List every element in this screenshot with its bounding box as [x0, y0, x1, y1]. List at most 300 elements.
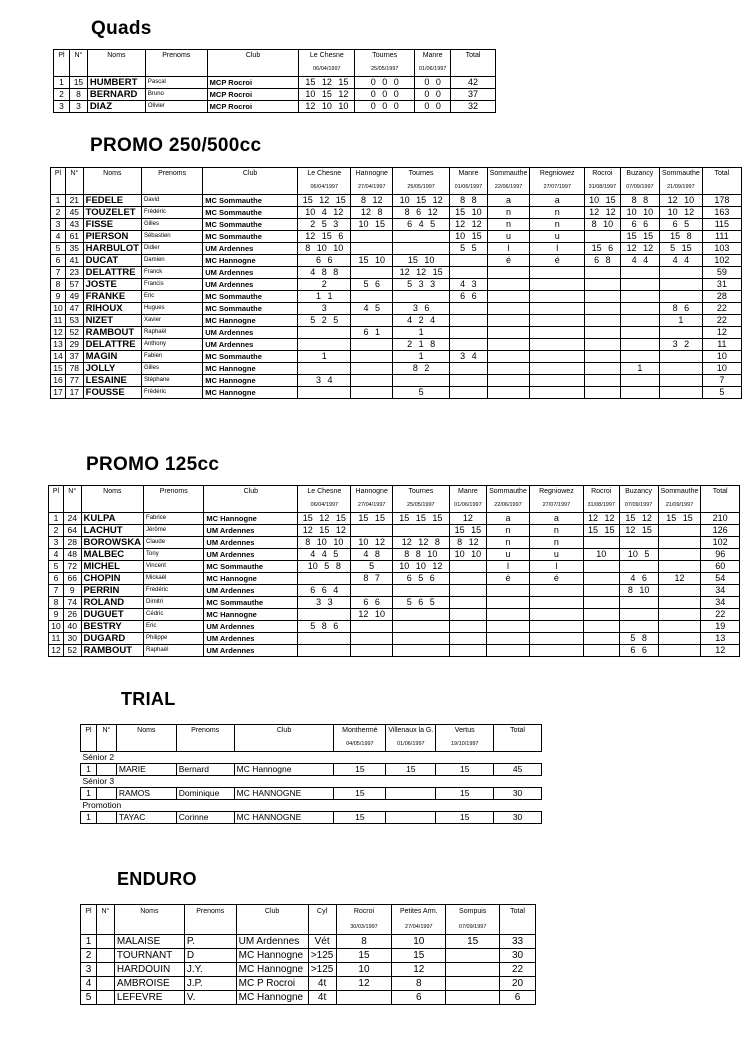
event-score: n	[487, 207, 530, 219]
rank: 6	[49, 573, 64, 585]
col-pl: Pl	[81, 725, 97, 752]
event-score: 6 6	[298, 255, 351, 267]
event-score	[351, 645, 392, 657]
rank: 2	[51, 207, 66, 219]
rider-name: FOUSSE	[83, 387, 141, 399]
table-row	[49, 645, 740, 657]
event-score	[658, 645, 701, 657]
event-score	[298, 387, 351, 399]
event-score: 15 15	[658, 513, 701, 525]
rank: 7	[51, 267, 66, 279]
event-score	[619, 597, 658, 609]
event-score: 12 12	[583, 513, 619, 525]
rider-name: DIAZ	[87, 101, 145, 113]
rider-total: 34	[701, 597, 740, 609]
event-score: 10 12	[660, 207, 703, 219]
event-score	[487, 609, 530, 621]
event-score	[450, 387, 488, 399]
event-score	[487, 351, 530, 363]
event-score	[298, 645, 351, 657]
event-score	[298, 339, 351, 351]
event-score	[450, 315, 488, 327]
event-score: 3 4	[450, 351, 488, 363]
table-row	[81, 812, 542, 824]
rider-firstname: Dimitri	[144, 597, 204, 609]
event-score: 12 12	[620, 243, 659, 255]
event-score	[584, 339, 620, 351]
rider-number: 21	[65, 195, 83, 207]
rider-name: BOROWSKA	[81, 537, 144, 549]
rank: 1	[81, 788, 97, 800]
promo250-title: PROMO 250/500cc	[90, 135, 262, 156]
rider-number	[96, 977, 114, 991]
col-event-label: Sommauthe	[489, 488, 527, 495]
event-score: 12 8	[351, 207, 393, 219]
col-event-label: Sommauthe	[662, 170, 700, 177]
rider-firstname: Bernard	[176, 764, 234, 776]
col-event-date: 07/09/1997	[626, 184, 654, 190]
event-score	[392, 621, 449, 633]
col-event-date: 06/04/1997	[310, 184, 339, 190]
event-score: 10 10	[449, 549, 486, 561]
rider-cyl: >125	[308, 949, 336, 963]
table-row	[49, 549, 740, 561]
rider-firstname: P.	[184, 935, 236, 949]
event-score: 10	[336, 963, 392, 977]
rank: 12	[49, 645, 64, 657]
rider-club: MC Hannogne	[203, 363, 298, 375]
rider-total: 30	[494, 788, 542, 800]
event-score	[530, 303, 585, 315]
col-event-label: Hannogne	[355, 170, 388, 177]
event-score: u	[530, 231, 585, 243]
event-score: u	[487, 549, 530, 561]
rider-number: 48	[63, 549, 81, 561]
col-number: N°	[69, 50, 87, 77]
table-row	[49, 525, 740, 537]
event-score	[620, 351, 659, 363]
rider-total: 22	[702, 315, 741, 327]
event-score	[584, 363, 620, 375]
col-noms: Noms	[83, 168, 141, 195]
rider-club: MC Sommauthe	[203, 231, 298, 243]
rider-name: RAMBOUT	[83, 327, 141, 339]
rider-club: MC Hannogne	[203, 375, 298, 387]
event-score: 3 2	[660, 339, 703, 351]
rank: 5	[51, 243, 66, 255]
col-event	[436, 725, 494, 752]
event-score: 0 0	[415, 101, 451, 113]
rider-total: 54	[701, 573, 740, 585]
col-event-date: 31/08/1997	[587, 502, 615, 508]
rider-firstname: Raphaël	[144, 645, 204, 657]
col-prenoms: Prenoms	[141, 168, 202, 195]
event-score: 4 8	[351, 549, 392, 561]
event-score: 15 15	[351, 513, 392, 525]
rider-number: 52	[63, 645, 81, 657]
rider-firstname: Frédéric	[144, 585, 204, 597]
col-event-date: 27/04/1997	[357, 502, 386, 508]
rider-club: MC Sommauthe	[203, 195, 298, 207]
col-club: Club	[234, 725, 334, 752]
rank: 12	[51, 327, 66, 339]
event-score: 10 15	[584, 195, 620, 207]
event-score	[584, 351, 620, 363]
col-event-label: Hannogne	[355, 488, 388, 495]
event-score	[660, 351, 703, 363]
rank: 3	[51, 219, 66, 231]
table-row	[51, 207, 742, 219]
rider-name: LEFEVRE	[114, 991, 184, 1005]
rider-club: UM Ardennes	[236, 935, 308, 949]
col-event	[351, 168, 393, 195]
event-score	[351, 621, 392, 633]
event-score: 15 10	[351, 255, 393, 267]
rider-name: PERRIN	[81, 585, 144, 597]
rider-total: 10	[702, 351, 741, 363]
event-score: 3	[298, 303, 351, 315]
event-score	[351, 315, 393, 327]
category-label: Sénior 3	[82, 776, 115, 786]
rider-name: KULPA	[81, 513, 144, 525]
event-score	[584, 327, 620, 339]
rider-club: MC Sommauthe	[203, 291, 298, 303]
event-score	[583, 561, 619, 573]
rider-name: TAYAC	[116, 812, 176, 824]
event-score: l	[529, 561, 583, 573]
event-score	[450, 339, 488, 351]
rider-name: FISSE	[83, 219, 141, 231]
event-score: 10 15 12	[393, 195, 450, 207]
event-score: 3 6	[393, 303, 450, 315]
col-event-label: Sompuis	[459, 908, 487, 915]
event-score	[487, 633, 530, 645]
event-score: 8 10	[619, 585, 658, 597]
event-score: 8 10 10	[298, 537, 351, 549]
event-score: 5 2 5	[298, 315, 351, 327]
table-row	[51, 303, 742, 315]
category-row	[81, 752, 542, 764]
table-row	[54, 89, 496, 101]
event-score: 4 3	[450, 279, 488, 291]
col-event	[619, 486, 658, 513]
table-row	[51, 279, 742, 291]
rider-number: 72	[63, 561, 81, 573]
rider-firstname: Francis	[141, 279, 202, 291]
event-score: 8 12	[351, 195, 393, 207]
rider-firstname: Eric	[141, 291, 202, 303]
event-score	[449, 621, 486, 633]
event-score	[660, 267, 703, 279]
event-score	[529, 597, 583, 609]
rider-number	[96, 812, 116, 824]
rider-name: LESAINE	[83, 375, 141, 387]
rider-number: 49	[65, 291, 83, 303]
rank: 4	[51, 231, 66, 243]
col-event-label: Tournes	[408, 170, 434, 177]
event-score	[351, 525, 392, 537]
event-score	[392, 585, 449, 597]
rider-total: 6	[500, 991, 536, 1005]
event-score	[584, 267, 620, 279]
rider-firstname: David	[141, 195, 202, 207]
col-event	[415, 50, 451, 77]
event-score: 5 6	[351, 279, 393, 291]
event-score	[620, 387, 659, 399]
rank: 1	[81, 764, 97, 776]
rider-total: 115	[702, 219, 741, 231]
rider-firstname: Fabien	[141, 351, 202, 363]
rider-total: 178	[702, 195, 741, 207]
col-event-label: Buzancy	[626, 170, 654, 177]
col-event-date: 07/09/1997	[458, 924, 487, 930]
rank: 17	[51, 387, 66, 399]
event-score	[620, 375, 659, 387]
event-score	[583, 585, 619, 597]
col-event-date: 04/05/1997	[346, 741, 374, 747]
event-score: 15 12 15	[299, 77, 355, 89]
col-event	[393, 168, 450, 195]
rider-firstname: Philippe	[144, 633, 204, 645]
event-score: 1	[393, 327, 450, 339]
event-score	[487, 315, 530, 327]
rider-name: FRANKE	[83, 291, 141, 303]
rank: 9	[51, 291, 66, 303]
rider-club: UM Ardennes	[204, 633, 298, 645]
col-pl: Pl	[54, 50, 70, 77]
event-score: 5 5	[450, 243, 488, 255]
event-score: 5	[393, 387, 450, 399]
rider-club: MCP Rocroi	[207, 89, 299, 101]
event-score: 3 3	[298, 597, 351, 609]
col-event-label: Le Chesne	[307, 488, 342, 495]
rank: 3	[81, 963, 97, 977]
col-noms: Noms	[116, 725, 176, 752]
event-score	[658, 597, 701, 609]
event-score: 5 8 6	[298, 621, 351, 633]
event-score: 6 5 6	[392, 573, 449, 585]
event-score	[392, 645, 449, 657]
rider-name: PIERSON	[83, 231, 141, 243]
event-score: 6 4 5	[393, 219, 450, 231]
event-score	[487, 645, 530, 657]
col-event	[334, 725, 386, 752]
rider-name: FEDELE	[83, 195, 141, 207]
rank: 5	[49, 561, 64, 573]
event-score: 4 2 4	[393, 315, 450, 327]
rider-club: MCP Rocroi	[207, 101, 299, 113]
rider-name: DUCAT	[83, 255, 141, 267]
col-event-date: 01/06/1997	[454, 502, 482, 508]
event-score: 8 12	[449, 537, 486, 549]
event-score: 12 12	[584, 207, 620, 219]
col-event-date: 01/06/1997	[397, 741, 425, 747]
rider-number	[96, 764, 116, 776]
col-event	[336, 905, 392, 935]
rank: 1	[81, 935, 97, 949]
event-score	[583, 633, 619, 645]
event-score	[619, 609, 658, 621]
rider-name: DELATTRE	[83, 339, 141, 351]
rider-number: 41	[65, 255, 83, 267]
rider-total: 102	[702, 255, 741, 267]
rider-number: 78	[65, 363, 83, 375]
rider-name: TOUZELET	[83, 207, 141, 219]
event-score	[393, 291, 450, 303]
event-score	[392, 609, 449, 621]
rank: 2	[54, 89, 70, 101]
rider-total: 37	[451, 89, 496, 101]
rider-firstname: Jérôme	[144, 525, 204, 537]
rider-club: MC Hannogne	[236, 963, 308, 977]
event-score	[619, 561, 658, 573]
rider-total: 45	[494, 764, 542, 776]
event-score	[583, 597, 619, 609]
rider-number: 24	[63, 513, 81, 525]
event-score: 15	[436, 764, 494, 776]
col-noms: Noms	[87, 50, 145, 77]
enduro-header-row	[81, 905, 536, 935]
event-score: 15	[336, 949, 392, 963]
col-event-label: Le Chesne	[309, 52, 344, 59]
event-score: 3 4	[298, 375, 351, 387]
col-event	[529, 486, 583, 513]
event-score	[351, 375, 393, 387]
event-score: 4 5	[351, 303, 393, 315]
event-score: 10 15	[450, 231, 488, 243]
rider-club: UM Ardennes	[204, 621, 298, 633]
event-score: 10 12	[351, 537, 392, 549]
col-total: Total	[702, 168, 741, 195]
event-score: u	[487, 231, 530, 243]
event-score	[620, 279, 659, 291]
rider-club: UM Ardennes	[203, 243, 298, 255]
event-score: 0 0	[415, 77, 451, 89]
event-score	[487, 303, 530, 315]
quads-header-row	[54, 50, 496, 77]
trial-title: TRIAL	[121, 689, 176, 709]
rider-name: BESTRY	[81, 621, 144, 633]
event-score: 1	[393, 351, 450, 363]
table-row	[81, 764, 542, 776]
event-score	[620, 315, 659, 327]
event-score	[450, 363, 488, 375]
event-score	[660, 363, 703, 375]
rider-number: 74	[63, 597, 81, 609]
event-score: a	[530, 195, 585, 207]
col-event-label: Manre	[457, 488, 478, 495]
rank: 5	[81, 991, 97, 1005]
rider-name: MARIE	[116, 764, 176, 776]
event-score	[298, 573, 351, 585]
event-score: 1	[660, 315, 703, 327]
rank: 2	[81, 949, 97, 963]
event-score: 12 12 15	[393, 267, 450, 279]
event-score: 15 12 15	[298, 195, 351, 207]
event-score	[386, 812, 436, 824]
col-event	[298, 486, 351, 513]
rider-name: HUMBERT	[87, 77, 145, 89]
rider-firstname: D	[184, 949, 236, 963]
rider-firstname: Vincent	[144, 561, 204, 573]
rank: 10	[49, 621, 64, 633]
col-event-date: 22/06/1997	[494, 184, 523, 190]
rider-firstname: Bruno	[145, 89, 207, 101]
col-event	[487, 168, 530, 195]
table-row	[51, 243, 742, 255]
promo125-table	[48, 485, 740, 657]
col-event	[299, 50, 355, 77]
event-score: 12 10	[351, 609, 392, 621]
promo125-title: PROMO 125cc	[86, 454, 220, 475]
rider-total: 22	[500, 963, 536, 977]
rank: 6	[51, 255, 66, 267]
event-score	[584, 231, 620, 243]
event-score	[658, 633, 701, 645]
event-score	[530, 291, 585, 303]
event-score: 2 1 8	[393, 339, 450, 351]
event-score	[584, 279, 620, 291]
rank: 3	[54, 101, 70, 113]
event-score: é	[487, 573, 530, 585]
event-score	[530, 267, 585, 279]
col-event-date: 22/06/1997	[494, 502, 522, 508]
rider-total: 11	[702, 339, 741, 351]
event-score: a	[529, 513, 583, 525]
rider-name: AMBROISE	[114, 977, 184, 991]
event-score	[658, 537, 701, 549]
event-score: 8 8	[450, 195, 488, 207]
event-score: 12	[336, 977, 392, 991]
rider-firstname: Gilles	[141, 363, 202, 375]
event-score	[450, 255, 488, 267]
rider-total: 126	[701, 525, 740, 537]
event-score	[446, 991, 500, 1005]
event-score	[487, 327, 530, 339]
event-score	[530, 351, 585, 363]
col-event	[392, 905, 446, 935]
rider-number: 40	[63, 621, 81, 633]
event-score: n	[487, 537, 530, 549]
table-row	[51, 327, 742, 339]
event-score	[351, 387, 393, 399]
event-score	[529, 645, 583, 657]
col-event-date: 06/04/1997	[310, 502, 339, 508]
rank: 1	[51, 195, 66, 207]
event-score	[658, 585, 701, 597]
event-score: 2	[298, 279, 351, 291]
event-score	[658, 609, 701, 621]
col-number: N°	[65, 168, 83, 195]
event-score: 15	[334, 788, 386, 800]
col-event	[449, 486, 486, 513]
event-score	[487, 267, 530, 279]
rider-name: DUGUET	[81, 609, 144, 621]
event-score	[487, 597, 530, 609]
event-score: 5 15	[660, 243, 703, 255]
rider-firstname: Damien	[141, 255, 202, 267]
event-score: é	[530, 255, 585, 267]
event-score: l	[487, 243, 530, 255]
event-score: 0 0 0	[355, 77, 415, 89]
table-row	[81, 788, 542, 800]
rider-total: 32	[451, 101, 496, 113]
event-score: 15	[436, 788, 494, 800]
event-score: 6 6	[351, 597, 392, 609]
col-event-label: Rocroi	[353, 908, 375, 915]
rider-number: 26	[63, 609, 81, 621]
col-event-label: Sommauthe	[660, 488, 699, 495]
